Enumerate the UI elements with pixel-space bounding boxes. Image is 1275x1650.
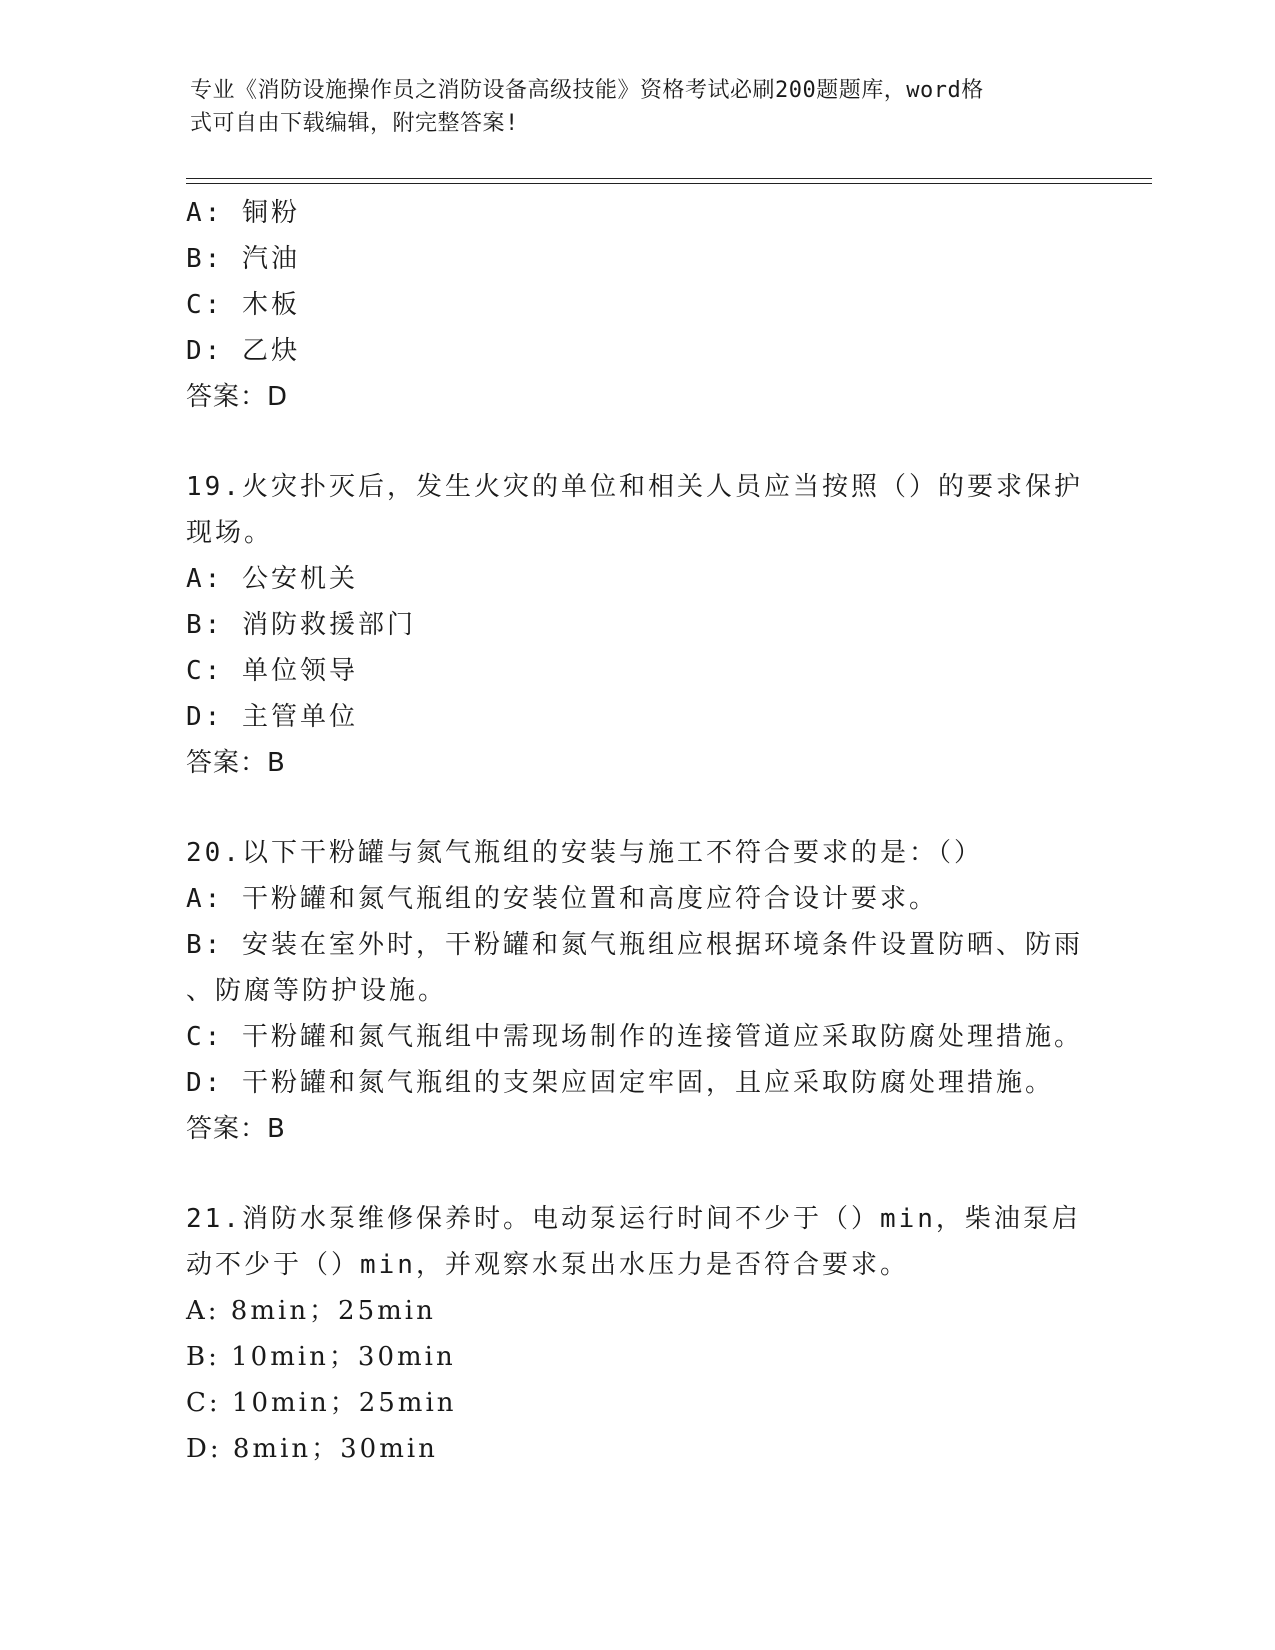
option-a: A: 公安机关	[186, 564, 358, 594]
header-rule-bottom	[186, 183, 1152, 184]
question-stem: 21.消防水泵维修保养时。电动泵运行时间不少于（）min，柴油泵启	[186, 1204, 1081, 1234]
question-list	[186, 190, 1086, 1472]
option-c: C: 单位领导	[186, 656, 358, 686]
option-c: C: 干粉罐和氮气瓶组中需现场制作的连接管道应采取防腐处理措施。	[186, 1022, 1083, 1052]
question-stem: 19.火灾扑灭后，发生火灾的单位和相关人员应当按照（）的要求保护	[186, 472, 1083, 502]
header-line-1: 专业《消防设施操作员之消防设备高级技能》资格考试必刷200题题库，word格	[190, 78, 984, 103]
question-20	[186, 830, 1086, 1152]
answer: 答案：B	[186, 748, 286, 778]
option-d: D: 乙炔	[186, 336, 300, 366]
option-d: D: 主管单位	[186, 702, 358, 732]
document-header	[190, 74, 1090, 140]
option-b: B: 汽油	[186, 244, 300, 274]
question-19	[186, 464, 1086, 786]
question-18	[186, 190, 1086, 420]
question-stem: 20.以下干粉罐与氮气瓶组的安装与施工不符合要求的是：（）	[186, 838, 983, 868]
option-b: B: 消防救援部门	[186, 610, 416, 640]
option-a: A: 8min；25min	[186, 1296, 436, 1326]
option-b: B: 安装在室外时，干粉罐和氮气瓶组应根据环境条件设置防晒、防雨	[186, 930, 1083, 960]
option-b: B: 10min；30min	[186, 1342, 456, 1372]
option-c: C: 10min；25min	[186, 1388, 457, 1418]
option-d: D: 干粉罐和氮气瓶组的支架应固定牢固，且应采取防腐处理措施。	[186, 1068, 1054, 1098]
option-a: A: 铜粉	[186, 198, 300, 228]
question-stem-continued: 动不少于（）min，并观察水泵出水压力是否符合要求。	[186, 1250, 909, 1280]
header-line-2: 式可自由下载编辑，附完整答案!	[190, 111, 519, 136]
option-a: A: 干粉罐和氮气瓶组的安装位置和高度应符合设计要求。	[186, 884, 938, 914]
header-rule-top	[186, 178, 1152, 179]
question-stem-continued: 现场。	[186, 518, 274, 548]
option-c: C: 木板	[186, 290, 300, 320]
answer: 答案：B	[186, 1114, 286, 1144]
option-b-continued: 、防腐等防护设施。	[186, 976, 448, 1006]
question-21	[186, 1196, 1086, 1472]
answer: 答案：D	[186, 382, 289, 412]
option-d: D: 8min；30min	[186, 1434, 438, 1464]
